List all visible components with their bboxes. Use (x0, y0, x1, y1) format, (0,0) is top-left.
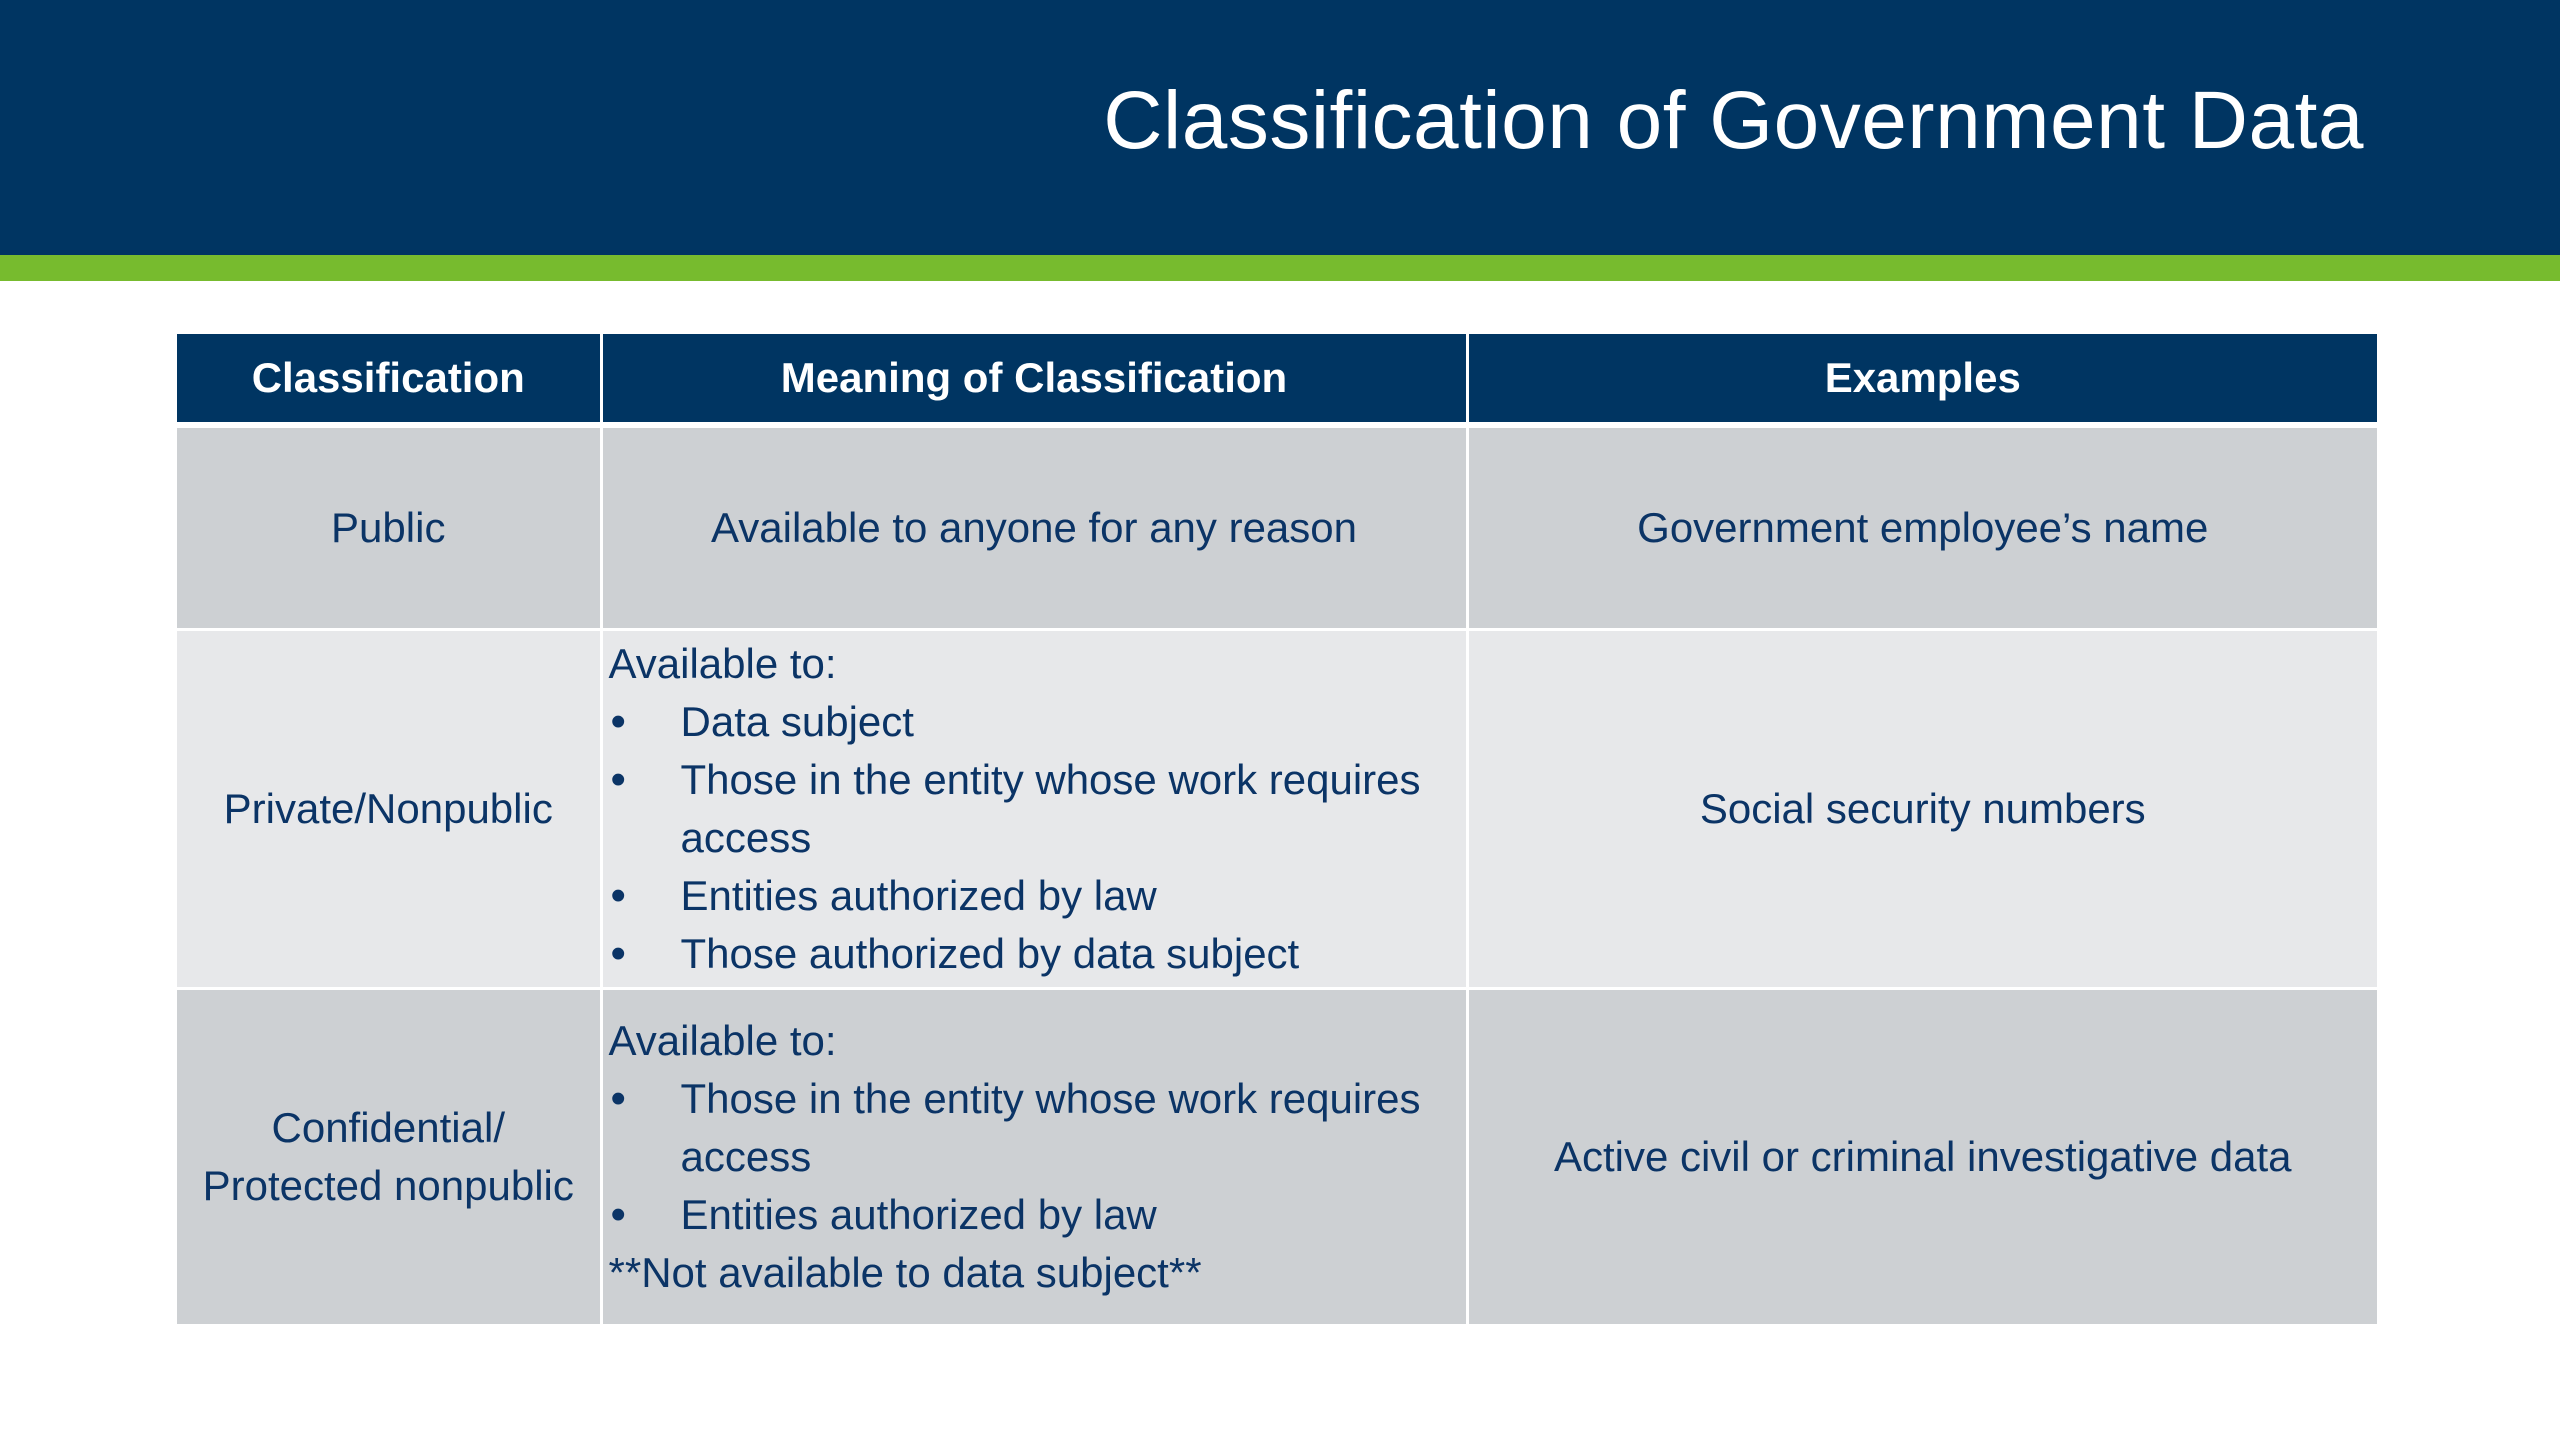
slide-header (0, 0, 2560, 255)
cell-example: Active civil or criminal investigative data (1467, 989, 2377, 1326)
meaning-intro: Available to: (608, 640, 837, 687)
meaning-intro: Available to: (608, 1017, 837, 1064)
table-row (177, 630, 2377, 989)
cell-meaning: Available to anyone for any reason (601, 425, 1467, 630)
cell-classification: Public (177, 425, 601, 630)
slide-title: Classification of Government Data (1103, 75, 2364, 166)
cell-meaning (601, 989, 1467, 1326)
classification-table (177, 334, 2377, 1327)
table-row (177, 425, 2377, 630)
column-header-examples: Examples (1467, 334, 2377, 425)
list-item: • Entities authorized by law (609, 1186, 1460, 1244)
list-item: • Data subject (609, 693, 1460, 751)
classification-line: Protected nonpublic (202, 1162, 574, 1209)
meaning-bullet-list (609, 693, 1460, 983)
list-item: • Entities authorized by law (609, 867, 1460, 925)
meaning-note: **Not available to data subject** (608, 1249, 1202, 1296)
meaning-bullet-list (609, 1070, 1460, 1244)
list-item: • Those in the entity whose work requires access (609, 751, 1460, 867)
column-header-meaning: Meaning of Classification (601, 334, 1467, 425)
accent-bar (0, 255, 2560, 281)
cell-classification (177, 989, 601, 1326)
classification-line: Confidential/ (271, 1104, 505, 1151)
table-row (177, 989, 2377, 1326)
cell-example: Government employee’s name (1467, 425, 2377, 630)
table-header-row (177, 334, 2377, 425)
cell-classification: Private/Nonpublic (177, 630, 601, 989)
column-header-classification: Classification (177, 334, 601, 425)
list-item: • Those authorized by data subject (609, 925, 1460, 983)
cell-example: Social security numbers (1467, 630, 2377, 989)
cell-meaning (601, 630, 1467, 989)
list-item: • Those in the entity whose work requires access (609, 1070, 1460, 1186)
